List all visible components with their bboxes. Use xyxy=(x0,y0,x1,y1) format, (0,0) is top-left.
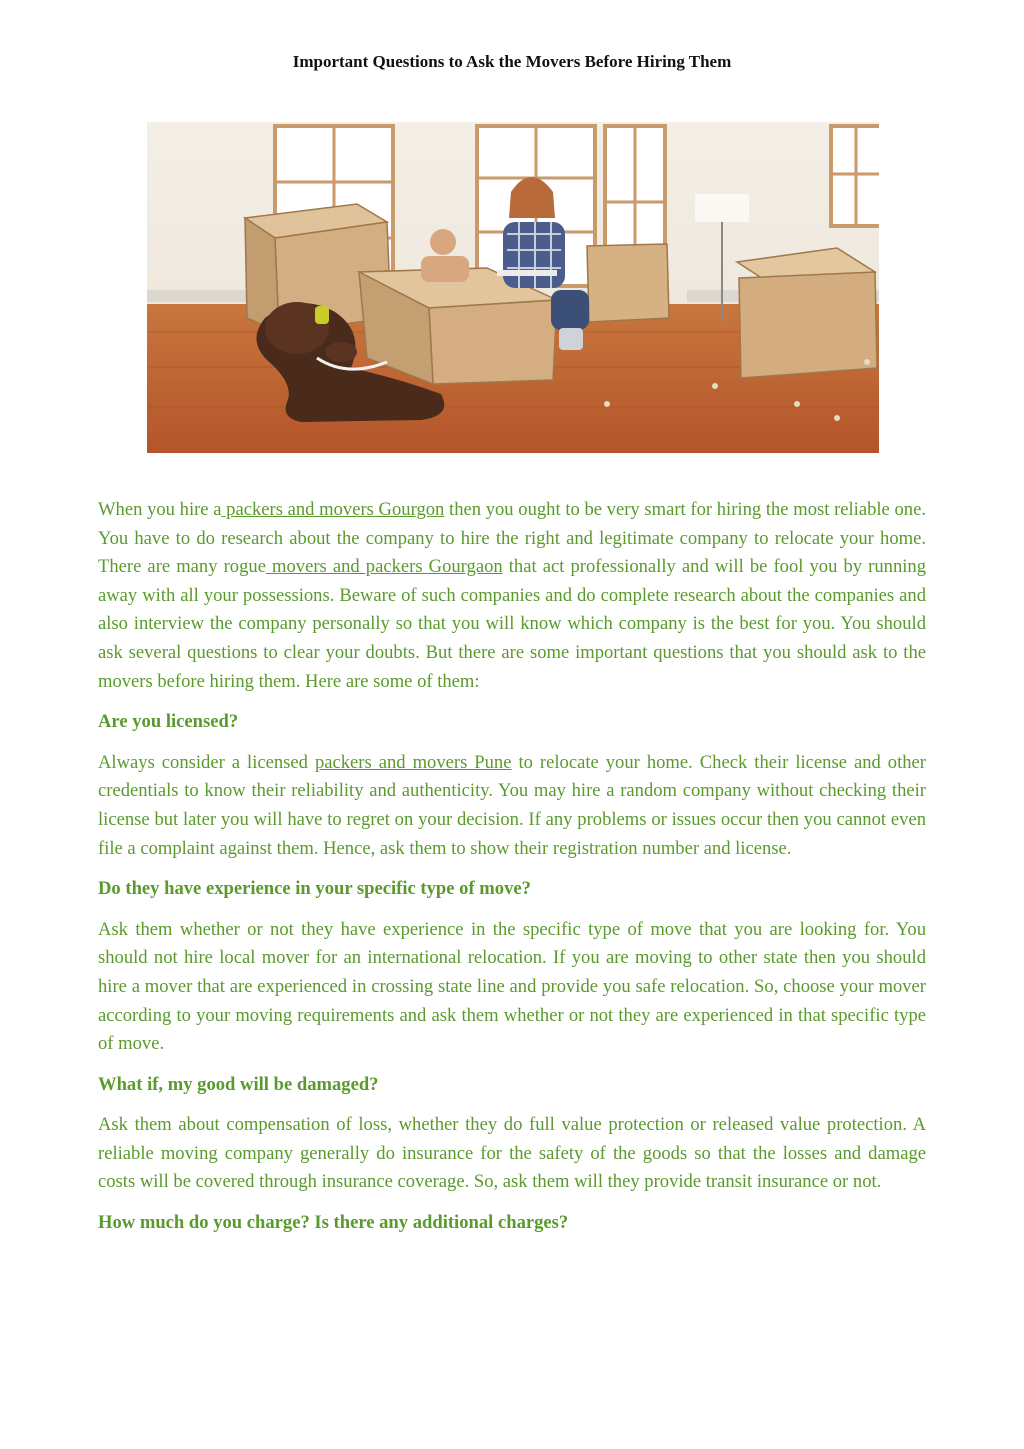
packers-movers-gourgon-link[interactable]: packers and movers Gourgon xyxy=(221,499,445,520)
intro-paragraph xyxy=(98,496,926,696)
intro-text-1: When you hire a xyxy=(98,499,222,520)
section-paragraph: Ask them whether or not they have experience in the specific type of move that you are looking for. You should not hire local mover for an international relocation. If you are moving to other state then you should hire a mover that are experienced in crossing state line and provide you safe relocation. So, choose your mover according to your moving requirements and ask them whether or not they are experienced in that specific type of move. xyxy=(98,918,926,1055)
section-paragraph xyxy=(98,749,926,863)
packers-movers-pune-link[interactable]: packers and movers Pune xyxy=(314,751,512,773)
movers-packers-gourgaon-link[interactable]: movers and packers Gourgaon xyxy=(265,556,503,578)
document-title: Important Questions to Ask the Movers Before Hiring Them xyxy=(292,52,732,71)
section-heading: Do they have experience in your specific type of move? xyxy=(98,878,531,900)
section-heading: What if, my good will be damaged? xyxy=(98,1073,379,1095)
section-text: Always consider a licensed xyxy=(98,751,315,773)
article-body xyxy=(98,496,926,1250)
intro-text-3: that act professionally and will be fool you by running away with all your possessions. Beware of such companies and do complete research about the companies and also interview the company personally so that you will know which company is the best for you. You should ask several questions to clear your doubts. But there are some important questions that you should ask to the movers before hiring them. Here are some of them: xyxy=(98,556,927,692)
section-paragraph: Ask them about compensation of loss, whether they do full value protection or released value protection. A reliable moving company generally do insurance for the safety of the goods so that the losses and damage costs will be covered through insurance coverage. So, ask them will they provide transit insurance or not. xyxy=(98,1114,926,1193)
section-heading: How much do you charge? Is there any additional charges? xyxy=(98,1212,569,1234)
intro-text-2: then you ought to be very smart for hiring the most reliable one. You have to do research about the company to hire the right and legitimate company to relocate your home. There are many rogue xyxy=(98,499,926,578)
section-heading: Are you licensed? xyxy=(98,711,239,733)
section-text: to relocate your home. Check their license and other credentials to know their reliability and authenticity. You may hire a random company without checking their license but later you will have to regret on your decision. If any problems or issues occur then you cannot even file a complaint against them. Hence, ask them to show their registration number and license. xyxy=(98,751,926,859)
family-moving-boxes-with-dog-photo xyxy=(147,122,879,453)
